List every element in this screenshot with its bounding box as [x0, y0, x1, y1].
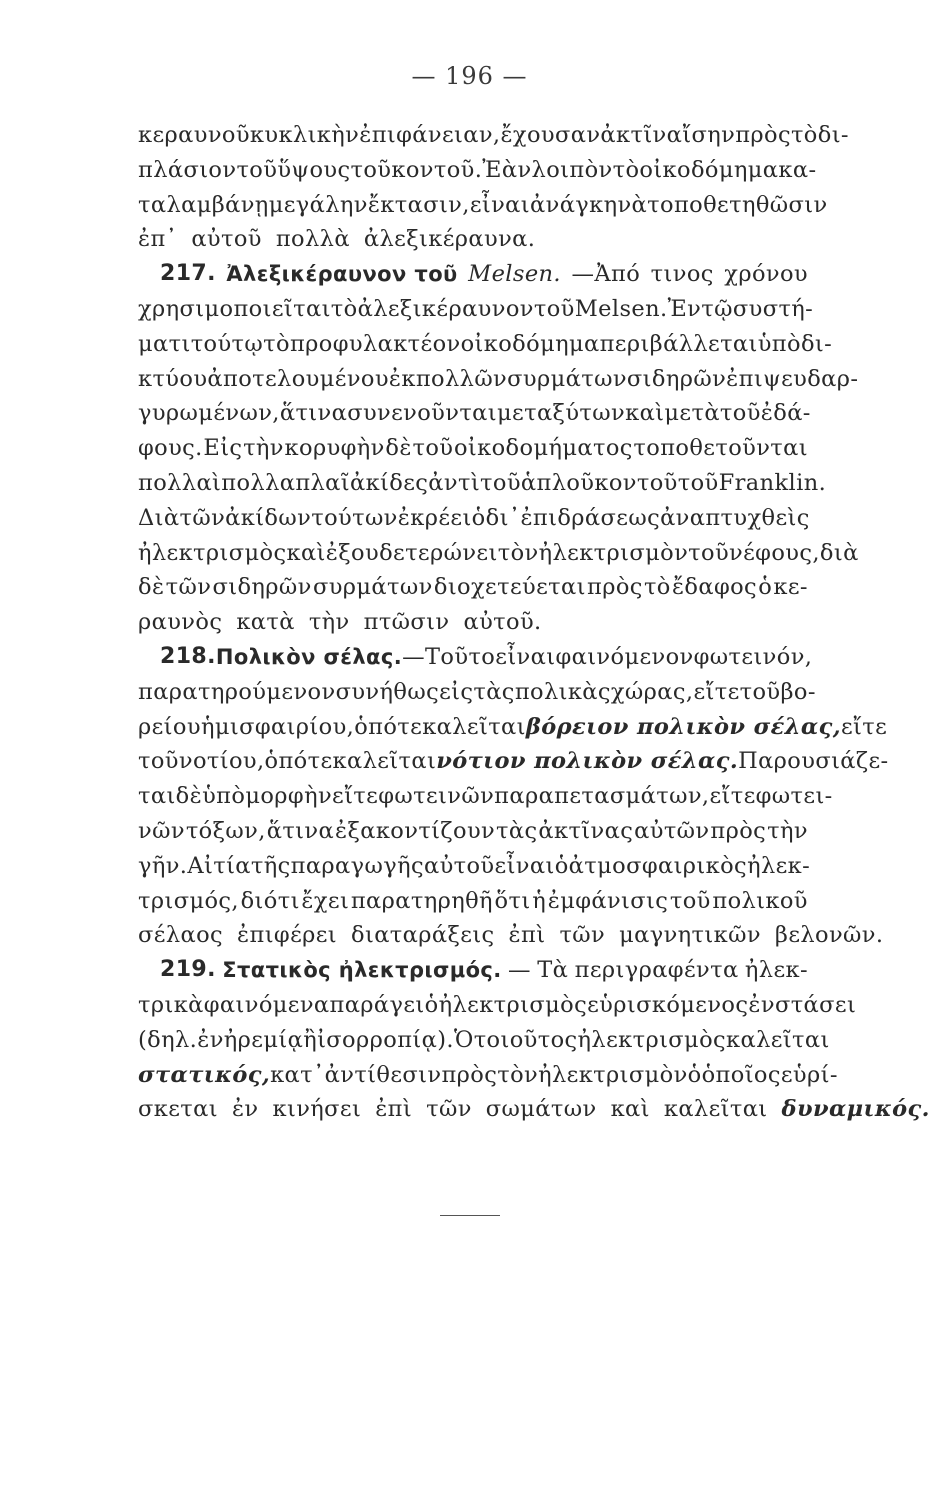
word: παραπετασμάτων, [494, 783, 710, 810]
text-line [138, 257, 808, 292]
word: παράγει [329, 991, 425, 1018]
word: χρόνου [724, 261, 808, 288]
word: δι- [817, 122, 849, 148]
word: ὁ [554, 852, 569, 879]
word: τοῦ [719, 400, 761, 427]
word: ὕψους [277, 156, 351, 183]
word: πολικοῦ [712, 887, 808, 914]
word: τοῦ [677, 469, 719, 496]
word: ἀλεξικέραυνον [357, 295, 534, 322]
word: Ἐν [667, 295, 702, 322]
word: μετὰ [664, 400, 720, 427]
word: τῶν [165, 574, 212, 601]
word: εἶναι [494, 852, 555, 879]
word: τὸν [497, 539, 539, 566]
word: ἠλεκτρισμὸς [438, 991, 588, 1018]
word: ὁ [758, 574, 773, 601]
word: πολλαὶ [138, 469, 222, 496]
word: ἐπιφέρει [237, 922, 338, 949]
text-line [138, 640, 813, 675]
word: —Ἀπό [571, 261, 641, 288]
word: ἠλεκτρισμὸν [538, 1061, 688, 1088]
word: ἐξουδετερώνει [325, 539, 498, 566]
word: τὴν [767, 817, 808, 844]
section-number: 219. [160, 957, 216, 983]
word: γῆν. [138, 852, 188, 879]
word: πλάσιον [138, 156, 237, 183]
word: μεταξύ [497, 400, 580, 427]
word: αὐτοῦ [423, 852, 495, 879]
word: εἰς [439, 678, 474, 705]
text-line [138, 884, 808, 919]
word: κεραυνοῦ [138, 122, 250, 148]
word: τοποθετηθῶσιν [647, 191, 828, 218]
word: ἐπιψευδαρ- [726, 365, 859, 392]
word: πολλαπλαῖ [221, 469, 350, 496]
word: ἠλεκ- [744, 957, 808, 984]
word: ἐπὶ [508, 922, 546, 949]
word: ἠρεμίᾳ [223, 1026, 304, 1053]
word: ἔκτασιν, [367, 191, 470, 218]
word: καὶ [286, 539, 326, 566]
word: ἠλεκ- [747, 852, 811, 879]
word: οἰκοδόμημα [460, 330, 600, 357]
word: πτῶσιν [363, 609, 450, 636]
word: κατὰ [236, 609, 295, 636]
word: αὐτῶν [634, 817, 710, 844]
word: μαγνητικῶν [619, 922, 761, 949]
word: (δηλ. [138, 1026, 198, 1053]
word: Melsen. [468, 261, 561, 288]
word: ἢ [303, 1026, 318, 1053]
word: ἠλεκτρισμὸν [538, 539, 689, 566]
word: ὁ [471, 504, 486, 531]
word: παραγωγῆς [290, 852, 424, 879]
word: Ὁ [453, 1026, 474, 1053]
word: ται [138, 783, 176, 810]
section-heading: Στατικὸς ἠλεκτρισμός. [222, 958, 502, 983]
word: τοῦ [138, 748, 179, 775]
word: περιβάλλεται [599, 330, 758, 357]
word: ἔχουσαν [500, 122, 601, 148]
word: ὁπότε [264, 748, 333, 775]
word: ἠλεκτρισμὸς [138, 539, 287, 566]
word: ἁπλοῦ [520, 469, 595, 496]
word: τὸν [497, 1061, 539, 1088]
word: τοῦ [669, 887, 711, 914]
word: σέλαος [138, 922, 224, 949]
word: τὴν [308, 609, 350, 636]
word: ἀκτῖνα [600, 122, 683, 148]
word: τὸ [612, 156, 640, 183]
word: κορυφὴν [284, 435, 385, 462]
word: τὰς [496, 817, 538, 844]
word: τοῦ [412, 435, 454, 462]
word: καὶ [625, 400, 665, 427]
word: κοντοῦ [594, 469, 678, 496]
text-line [138, 953, 808, 988]
word: ὁποῖος [701, 1061, 781, 1088]
word: Παρουσιάζε- [738, 748, 889, 775]
word: ἀκίδες [350, 469, 429, 496]
word: ἰσορροπίᾳ). [317, 1026, 454, 1053]
word: διότι [240, 887, 300, 914]
text-line [138, 396, 811, 431]
word: — [508, 957, 531, 984]
word: συρμάτων [312, 574, 433, 601]
text-line [138, 710, 888, 745]
word: μεγάλην [268, 191, 368, 218]
word: πρὸς [710, 817, 767, 844]
word: τοιοῦτος [473, 1026, 578, 1053]
word: δι᾽ [485, 504, 521, 531]
text-line [138, 501, 808, 536]
word: νοτίου, [178, 748, 265, 775]
word: Διὰ [138, 504, 180, 531]
word: ἐκρέει [397, 504, 472, 531]
word: ὅτι [494, 887, 531, 914]
word: Αἰτία [187, 852, 251, 879]
word: φωτει- [755, 783, 833, 810]
word: φαινόμενα [203, 991, 330, 1018]
word: δι- [800, 330, 833, 357]
word: εὑρισκόμενος [587, 991, 749, 1018]
text-line [138, 466, 827, 501]
word: ραυνὸς [138, 609, 223, 636]
word: φαινόμενον [555, 643, 694, 670]
word: εἴτε [709, 783, 756, 810]
word: Ἐὰν [482, 156, 532, 183]
word: σκεται [138, 1096, 218, 1123]
word: συστή- [732, 295, 814, 322]
word: νὰ [617, 191, 648, 218]
section-heading: Ἀλεξικέραυνον τοῦ [226, 262, 458, 287]
word: τοῦ [533, 295, 575, 322]
word: τοῦ [350, 156, 392, 183]
section-number: 218. [160, 643, 216, 669]
word: ἐν [231, 1096, 259, 1123]
text-line [138, 118, 849, 153]
word: βόρειον πολικὸν σέλας, [525, 713, 841, 740]
word: βελονῶν. [774, 922, 884, 949]
word: συρμάτων [507, 365, 627, 392]
text-line [138, 918, 884, 953]
text-line [138, 744, 889, 779]
word: ἀνάγκη [530, 191, 618, 218]
word: ὑπὸ [757, 330, 801, 357]
word: Franklin. [718, 469, 827, 496]
word: τοῦ [236, 156, 278, 183]
word: ἐκ [388, 365, 416, 392]
text-line [138, 292, 814, 327]
word: πρὸς [441, 1061, 498, 1088]
page-number: — 196 — [411, 62, 528, 90]
word: Melsen. [574, 295, 668, 322]
word: γυρωμένων, [138, 400, 280, 427]
word: καλεῖται [726, 1026, 830, 1053]
word: χώρας, [610, 678, 694, 705]
word: των [579, 400, 626, 427]
word: στάσει [774, 991, 857, 1018]
word: πολλὰ [275, 226, 350, 253]
word: ἀποτελουμένου [207, 365, 389, 392]
word: πρὸς [735, 122, 791, 148]
word: ἀκτῖνας [538, 817, 634, 844]
word: εἶναι [469, 191, 531, 218]
word: εἴτε [693, 678, 740, 705]
word: στατικός, [138, 1061, 271, 1088]
word: σωμάτων [485, 1096, 597, 1123]
word: πολλῶν [415, 365, 508, 392]
word: εἶναι [495, 643, 556, 670]
word: ἔδαφος [671, 574, 758, 601]
text-line [138, 570, 808, 605]
word: κινήσει [272, 1096, 362, 1123]
word: ἐν [197, 1026, 224, 1053]
text-line [138, 362, 859, 397]
word: κα- [778, 156, 817, 183]
word: νότιον πολικὸν σέλας. [436, 748, 739, 775]
text-line [138, 675, 816, 710]
word: ἐν [748, 991, 775, 1018]
word: κοντοῦ. [391, 156, 483, 183]
word: δὲ [385, 435, 412, 462]
word: —Τοῦτο [402, 643, 496, 670]
word: αὐτοῦ. [463, 609, 542, 636]
word: τούτῳ [190, 330, 264, 357]
word: ἐδά- [760, 400, 811, 427]
text-line [138, 988, 857, 1023]
word: οἰκοδομήματος [453, 435, 633, 462]
word: τῶν [426, 1096, 472, 1123]
text-line [138, 327, 833, 362]
word: τῷ [701, 295, 733, 322]
word: βο- [780, 678, 816, 705]
word: δυναμικός. [781, 1096, 930, 1123]
word: τρικὰ [138, 991, 204, 1018]
word: περιγραφέντα [574, 957, 739, 984]
word: προφυλακτέον [289, 330, 461, 357]
word: τῶν [179, 504, 226, 531]
word: σιδηρῶν [212, 574, 312, 601]
word: τόξων, [185, 817, 266, 844]
word: τῶν [559, 922, 606, 949]
word: εὑρί- [780, 1061, 838, 1088]
word: εἴτε [840, 713, 888, 740]
word: διὰ [819, 539, 859, 566]
word: πολικὰς [514, 678, 611, 705]
word: ἀντὶ [428, 469, 481, 496]
word: ὑπὸ [202, 783, 246, 810]
text-line [138, 188, 828, 223]
word: ἐπιδράσεως [520, 504, 661, 531]
word: ὁ [424, 991, 439, 1018]
word: παρατηρούμενον [138, 678, 336, 705]
word: κατ᾽ [270, 1061, 325, 1088]
word: καλεῖται [663, 1096, 768, 1123]
word: χρησιμοποιεῖται [138, 295, 331, 322]
text-line [138, 536, 859, 571]
word: ρείου [138, 713, 201, 740]
word: αὐτοῦ [191, 226, 262, 253]
word: τὸ [330, 295, 358, 322]
word: τὸ [790, 122, 818, 148]
text-line [138, 431, 808, 466]
word: τούτων [311, 504, 398, 531]
text-line [138, 1092, 930, 1127]
word: ματι [138, 330, 191, 357]
word: ὁπότε [354, 713, 423, 740]
word: καλεῖται [332, 748, 437, 775]
word: κυκλικὴν [249, 122, 360, 148]
text-line [138, 153, 817, 188]
section-number: 217. [160, 261, 216, 287]
text-line [138, 605, 808, 640]
word: ἐμφάνισις [547, 887, 669, 914]
word: σιδηρῶν [626, 365, 727, 392]
word: τινος [650, 261, 714, 288]
word: τὸ [643, 574, 671, 601]
word: ἐπ᾽ [138, 226, 178, 253]
section-heading: Πολικὸν σέλας. [215, 644, 403, 669]
text-line [138, 849, 811, 884]
word: οἰκοδόμημα [639, 156, 779, 183]
word: καλεῖται [422, 713, 526, 740]
word: ἅτινα [266, 817, 335, 844]
text-line [138, 1023, 830, 1058]
word: μορφὴν [245, 783, 333, 810]
word: τοῦ [688, 539, 730, 566]
word: ὁ [687, 1061, 702, 1088]
word: ἠλεκτρισμὸς [577, 1026, 727, 1053]
word: τοῦ [480, 469, 521, 496]
word: παρατηρηθῆ [350, 887, 493, 914]
word: φωτεινόν, [693, 643, 813, 670]
word: ἡ [532, 887, 547, 914]
word: δὲ [175, 783, 203, 810]
word: ἅτινα [279, 400, 348, 427]
word: λοιπὸν [531, 156, 613, 183]
word: ἐπιφάνειαν, [359, 122, 501, 148]
word: ἀναπτυχθεὶς [660, 504, 810, 531]
word: τοποθετοῦνται [633, 435, 808, 462]
word: φωτεινῶν [378, 783, 495, 810]
word: τὸ [263, 330, 290, 357]
text-line [138, 222, 808, 257]
word: ἐξακοντίζουν [334, 817, 496, 844]
word: συνήθως [335, 678, 440, 705]
word: ἀντίθεσιν [324, 1061, 442, 1088]
word: ἔχει [301, 887, 350, 914]
word: κε- [773, 574, 808, 601]
word: καὶ [610, 1096, 650, 1123]
end-rule [440, 1215, 500, 1216]
word: νῶν [138, 817, 185, 844]
word: τοῦ [739, 678, 781, 705]
word: ἀτμοσφαιρικὸς [568, 852, 748, 879]
body-text [138, 118, 930, 1127]
word: Εἰς [203, 435, 243, 462]
word: τῆς [250, 852, 291, 879]
word: ἐπὶ [375, 1096, 413, 1123]
text-line [138, 1058, 838, 1093]
word: ἀκίδων [225, 504, 312, 531]
word: νέφους, [729, 539, 820, 566]
word: ταλαμβάνῃ [138, 191, 269, 218]
word: τρισμός, [138, 887, 239, 914]
word: ἀλεξικέραυνα. [363, 226, 536, 253]
word: Τὰ [537, 957, 569, 984]
word: διαταράξεις [351, 922, 495, 949]
word: συνενοῦνται [347, 400, 498, 427]
word: ἴσην [682, 122, 736, 148]
word: τὰς [473, 678, 515, 705]
word: εἴτε [332, 783, 379, 810]
word: κτύου [138, 365, 208, 392]
text-line [138, 779, 833, 814]
word: τὴν [243, 435, 284, 462]
word: ἡμισφαιρίου, [200, 713, 355, 740]
word: πρὸς [587, 574, 643, 601]
word: φους. [138, 435, 203, 462]
text-line [138, 814, 808, 849]
word: δὲ [138, 574, 165, 601]
word: διοχετεύεται [433, 574, 586, 601]
